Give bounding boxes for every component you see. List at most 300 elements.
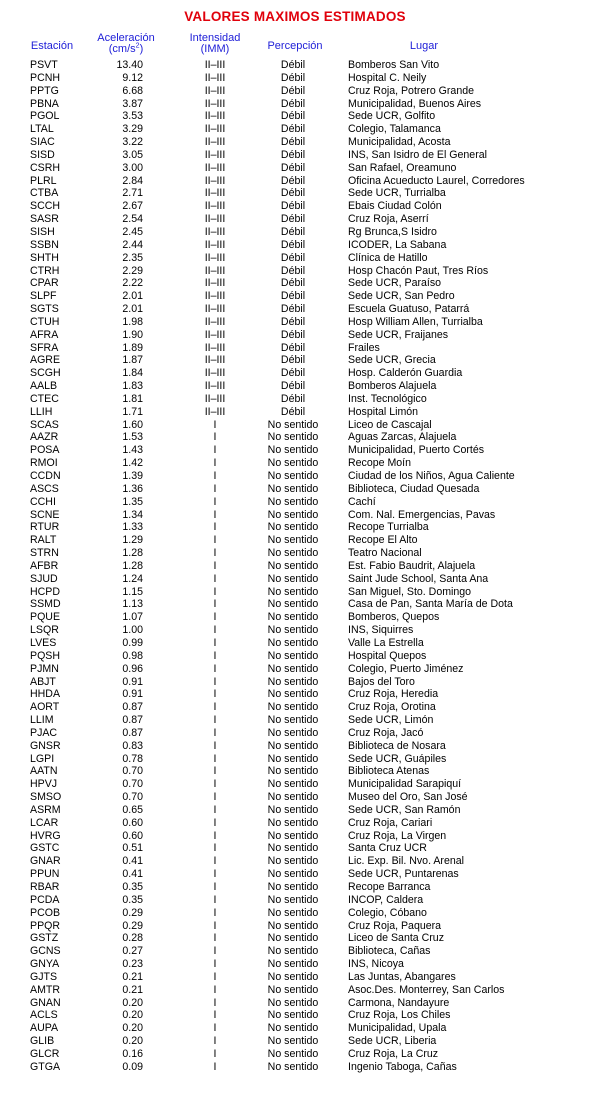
intensity-value: I xyxy=(213,868,217,881)
station-code: SIAC xyxy=(30,136,55,149)
location-name: Saint Jude School, Santa Ana xyxy=(348,572,489,585)
acceleration-value: 1.83 xyxy=(122,380,143,393)
intensity-value: II–III xyxy=(204,200,226,213)
acceleration-value: 0.98 xyxy=(122,649,143,662)
station-code: STRN xyxy=(30,547,59,560)
station-code: GSTZ xyxy=(30,932,59,945)
location-name: Cachí xyxy=(348,495,376,508)
location-name: Aguas Zarcas, Alajuela xyxy=(348,431,457,444)
perception-value: No sentido xyxy=(267,1047,319,1060)
intensity-value: II–III xyxy=(204,174,226,187)
intensity-value: II–III xyxy=(204,290,226,303)
location-name: Hospital C. Neily xyxy=(348,71,427,84)
table-row xyxy=(0,817,590,830)
table-row xyxy=(0,663,590,676)
station-code: CTUH xyxy=(30,315,60,328)
header-estacion: Estación xyxy=(30,40,74,52)
perception-value: No sentido xyxy=(267,482,319,495)
perception-value: No sentido xyxy=(267,662,319,675)
data-table-body xyxy=(0,59,590,1074)
perception-value: No sentido xyxy=(267,688,319,701)
table-row xyxy=(0,650,590,663)
header-percepcion: Percepción xyxy=(267,40,323,52)
intensity-value: I xyxy=(213,970,217,983)
perception-value: No sentido xyxy=(267,932,319,945)
intensity-value: II–III xyxy=(204,303,226,316)
station-code: ASRM xyxy=(30,803,61,816)
location-name: Sede UCR, Puntarenas xyxy=(348,868,459,881)
perception-value: No sentido xyxy=(267,1022,319,1035)
table-row xyxy=(0,509,590,522)
acceleration-value: 2.22 xyxy=(122,277,143,290)
station-code: LSQR xyxy=(30,624,59,637)
intensity-value: I xyxy=(213,893,217,906)
table-row xyxy=(0,406,590,419)
table-row xyxy=(0,997,590,1010)
station-code: CCHI xyxy=(30,495,56,508)
acceleration-value: 0.60 xyxy=(122,816,143,829)
header-intensidad-scale: (IMM) xyxy=(200,43,230,55)
intensity-value: II–III xyxy=(204,315,226,328)
acceleration-value: 1.71 xyxy=(122,405,143,418)
intensity-value: I xyxy=(213,662,217,675)
acceleration-value: 2.45 xyxy=(122,225,143,238)
intensity-value: II–III xyxy=(204,110,226,123)
location-name: Casa de Pan, Santa María de Dota xyxy=(348,598,513,611)
perception-value: No sentido xyxy=(267,508,319,521)
intensity-value: I xyxy=(213,418,217,431)
intensity-value: I xyxy=(213,636,217,649)
location-name: INS, Nicoya xyxy=(348,958,404,971)
location-name: Municipalidad, Buenos Aires xyxy=(348,97,482,110)
intensity-value: I xyxy=(213,675,217,688)
intensity-value: I xyxy=(213,457,217,470)
acceleration-value: 1.33 xyxy=(122,521,143,534)
location-name: Bajos del Toro xyxy=(348,675,415,688)
station-code: PLRL xyxy=(30,174,57,187)
perception-value: Débil xyxy=(280,71,306,84)
station-code: GNAR xyxy=(30,855,61,868)
perception-value: Débil xyxy=(280,303,306,316)
table-row xyxy=(0,187,590,200)
acceleration-value: 1.90 xyxy=(122,328,143,341)
table-row xyxy=(0,714,590,727)
station-code: PPUN xyxy=(30,868,60,881)
table-row xyxy=(0,534,590,547)
perception-value: Débil xyxy=(280,200,306,213)
perception-value: No sentido xyxy=(267,418,319,431)
table-row xyxy=(0,611,590,624)
station-code: SCNE xyxy=(30,508,60,521)
acceleration-value: 13.40 xyxy=(116,59,143,71)
intensity-value: I xyxy=(213,508,217,521)
header-aceleracion-label: Aceleración xyxy=(97,32,155,44)
perception-value: Débil xyxy=(280,328,306,341)
header-aceleracion xyxy=(88,33,164,55)
acceleration-value: 0.41 xyxy=(122,868,143,881)
header-aceleracion-unit xyxy=(88,44,164,55)
location-name: Municipalidad, Puerto Cortés xyxy=(348,444,485,457)
station-code: RTUR xyxy=(30,521,60,534)
intensity-value: II–III xyxy=(204,213,226,226)
table-row xyxy=(0,252,590,265)
intensity-value: I xyxy=(213,534,217,547)
station-code: PCDA xyxy=(30,893,60,906)
acceleration-value: 0.70 xyxy=(122,765,143,778)
station-code: AGRE xyxy=(30,354,61,367)
station-code: CTEC xyxy=(30,392,59,405)
location-name: Sede UCR, Golfito xyxy=(348,110,436,123)
table-row xyxy=(0,765,590,778)
acceleration-value: 1.81 xyxy=(122,392,143,405)
document-title: VALORES MAXIMOS ESTIMADOS xyxy=(184,9,406,24)
acceleration-value: 1.15 xyxy=(122,585,143,598)
perception-value: Débil xyxy=(280,392,306,405)
station-code: AATN xyxy=(30,765,58,778)
intensity-value: I xyxy=(213,431,217,444)
table-row xyxy=(0,1048,590,1061)
location-name: Municipalidad, Acosta xyxy=(348,136,451,149)
acceleration-value: 1.84 xyxy=(122,367,143,380)
location-name: Ebais Ciudad Colón xyxy=(348,200,442,213)
station-code: PPQR xyxy=(30,919,61,932)
location-name: Hosp Chacón Paut, Tres Ríos xyxy=(348,264,489,277)
acceleration-value: 0.51 xyxy=(122,842,143,855)
acceleration-value: 1.39 xyxy=(122,470,143,482)
location-name: Cruz Roja, La Virgen xyxy=(348,829,447,842)
intensity-value: I xyxy=(213,752,217,765)
perception-value: Débil xyxy=(280,213,306,226)
intensity-value: I xyxy=(213,701,217,714)
station-code: GNSR xyxy=(30,739,61,752)
table-row xyxy=(0,162,590,175)
acceleration-value: 3.29 xyxy=(122,123,143,136)
table-row xyxy=(0,894,590,907)
station-code: CTBA xyxy=(30,187,59,200)
table-row xyxy=(0,470,590,483)
acceleration-value: 1.07 xyxy=(122,611,143,624)
acceleration-value: 1.13 xyxy=(122,598,143,611)
location-name: Sede UCR, Liberia xyxy=(348,1035,437,1048)
acceleration-value: 0.70 xyxy=(122,778,143,791)
location-name: Inst. Tecnológico xyxy=(348,392,427,405)
intensity-value: I xyxy=(213,996,217,1009)
perception-value: No sentido xyxy=(267,611,319,624)
table-row xyxy=(0,123,590,136)
station-code: SFRA xyxy=(30,341,59,354)
table-row xyxy=(0,624,590,637)
perception-value: No sentido xyxy=(267,945,319,958)
station-code: HCPD xyxy=(30,585,61,598)
station-code: SGTS xyxy=(30,303,59,316)
table-row xyxy=(0,945,590,958)
intensity-value: II–III xyxy=(204,71,226,84)
station-code: PJAC xyxy=(30,726,58,739)
table-row xyxy=(0,740,590,753)
table-row xyxy=(0,175,590,188)
intensity-value: I xyxy=(213,547,217,560)
acceleration-value: 0.78 xyxy=(122,752,143,765)
intensity-value: I xyxy=(213,983,217,996)
intensity-value: I xyxy=(213,855,217,868)
intensity-value: I xyxy=(213,726,217,739)
acceleration-value: 0.87 xyxy=(122,714,143,727)
intensity-value: II–III xyxy=(204,392,226,405)
station-code: GTGA xyxy=(30,1060,61,1073)
perception-value: Débil xyxy=(280,264,306,277)
intensity-value: I xyxy=(213,611,217,624)
acceleration-value: 0.09 xyxy=(122,1060,143,1073)
perception-value: No sentido xyxy=(267,701,319,714)
location-name: Colegio, Talamanca xyxy=(348,123,441,136)
intensity-value: II–III xyxy=(204,161,226,174)
table-row xyxy=(0,290,590,303)
table-row xyxy=(0,85,590,98)
perception-value: No sentido xyxy=(267,559,319,572)
acceleration-value: 1.60 xyxy=(122,418,143,431)
station-code: PBNA xyxy=(30,97,59,110)
acceleration-value: 2.67 xyxy=(122,200,143,213)
location-name: Com. Nal. Emergencias, Pavas xyxy=(348,508,496,521)
perception-value: Débil xyxy=(280,161,306,174)
acceleration-value: 0.35 xyxy=(122,881,143,893)
station-code: AALB xyxy=(30,380,58,393)
location-name: Biblioteca Atenas xyxy=(348,765,430,778)
station-code: AORT xyxy=(30,701,60,714)
intensity-value: I xyxy=(213,572,217,585)
location-name: Sede UCR, Turrialba xyxy=(348,187,446,200)
location-name: Frailes xyxy=(348,341,380,354)
acceleration-value: 0.91 xyxy=(122,675,143,688)
location-name: Hospital Limón xyxy=(348,405,419,418)
perception-value: Débil xyxy=(280,136,306,149)
acceleration-value: 0.20 xyxy=(122,1009,143,1022)
table-row xyxy=(0,586,590,599)
table-row xyxy=(0,457,590,470)
intensity-value: II–III xyxy=(204,341,226,354)
acceleration-value: 0.91 xyxy=(122,688,143,701)
acceleration-value: 2.29 xyxy=(122,264,143,277)
acceleration-value: 2.35 xyxy=(122,251,143,264)
station-code: AFBR xyxy=(30,559,59,572)
station-code: SMSO xyxy=(30,791,62,804)
perception-value: No sentido xyxy=(267,675,319,688)
intensity-value: I xyxy=(213,778,217,791)
intensity-value: II–III xyxy=(204,136,226,149)
intensity-value: I xyxy=(213,688,217,701)
station-code: SCGH xyxy=(30,367,61,380)
acceleration-value: 6.68 xyxy=(122,84,143,97)
intensity-value: II–III xyxy=(204,238,226,251)
table-row xyxy=(0,110,590,123)
table-row xyxy=(0,688,590,701)
header-lugar: Lugar xyxy=(409,40,439,52)
intensity-value: I xyxy=(213,624,217,637)
location-name: Oficina Acueducto Laurel, Corredores xyxy=(348,174,525,187)
location-name: Colegio, Cóbano xyxy=(348,906,427,919)
perception-value: No sentido xyxy=(267,521,319,534)
acceleration-value: 1.42 xyxy=(122,457,143,470)
station-code: POSA xyxy=(30,444,60,457)
perception-value: Débil xyxy=(280,174,306,187)
intensity-value: I xyxy=(213,649,217,662)
table-row xyxy=(0,547,590,560)
intensity-value: II–III xyxy=(204,225,226,238)
location-name: Recope El Alto xyxy=(348,534,418,547)
table-row xyxy=(0,791,590,804)
intensity-value: I xyxy=(213,803,217,816)
intensity-value: II–III xyxy=(204,380,226,393)
intensity-value: I xyxy=(213,470,217,482)
table-row xyxy=(0,727,590,740)
station-code: LVES xyxy=(30,636,57,649)
intensity-value: I xyxy=(213,765,217,778)
station-code: HVRG xyxy=(30,829,61,842)
acceleration-value: 0.16 xyxy=(122,1047,143,1060)
intensity-value: I xyxy=(213,919,217,932)
station-code: PCOB xyxy=(30,906,61,919)
acceleration-value: 0.35 xyxy=(122,893,143,906)
acceleration-value: 9.12 xyxy=(122,71,143,84)
table-row xyxy=(0,830,590,843)
station-code: SASR xyxy=(30,213,59,226)
perception-value: No sentido xyxy=(267,598,319,611)
station-code: LLIH xyxy=(30,405,53,418)
table-row xyxy=(0,72,590,85)
header-intensidad xyxy=(180,33,250,55)
table-row xyxy=(0,277,590,290)
perception-value: Débil xyxy=(280,251,306,264)
intensity-value: I xyxy=(213,714,217,727)
acceleration-value: 0.27 xyxy=(122,945,143,958)
perception-value: No sentido xyxy=(267,714,319,727)
location-name: Sede UCR, Grecia xyxy=(348,354,436,367)
acceleration-value: 0.70 xyxy=(122,791,143,804)
acceleration-value: 2.01 xyxy=(122,303,143,316)
intensity-value: II–III xyxy=(204,328,226,341)
intensity-value: I xyxy=(213,598,217,611)
perception-value: Débil xyxy=(280,290,306,303)
location-name: Teatro Nacional xyxy=(348,547,422,560)
perception-value: Débil xyxy=(280,123,306,136)
perception-value: No sentido xyxy=(267,855,319,868)
acceleration-value: 2.84 xyxy=(122,174,143,187)
location-name: Sede UCR, Paraíso xyxy=(348,277,442,290)
location-name: Biblioteca, Ciudad Quesada xyxy=(348,482,480,495)
acceleration-value: 1.28 xyxy=(122,547,143,560)
station-code: ASCS xyxy=(30,482,59,495)
location-name: INCOP, Caldera xyxy=(348,893,424,906)
acceleration-value: 0.20 xyxy=(122,1022,143,1035)
intensity-value: I xyxy=(213,945,217,958)
location-name: Museo del Oro, San José xyxy=(348,791,468,804)
perception-value: No sentido xyxy=(267,1060,319,1073)
perception-value: No sentido xyxy=(267,816,319,829)
table-row xyxy=(0,971,590,984)
location-name: Hospital Quepos xyxy=(348,649,427,662)
table-row xyxy=(0,393,590,406)
perception-value: No sentido xyxy=(267,1035,319,1048)
acceleration-value: 0.29 xyxy=(122,906,143,919)
acceleration-value: 2.54 xyxy=(122,213,143,226)
table-row xyxy=(0,1035,590,1048)
location-name: Municipalidad, Upala xyxy=(348,1022,447,1035)
unit-suffix: ) xyxy=(139,43,144,55)
location-name: Las Juntas, Abangares xyxy=(348,970,456,983)
perception-value: No sentido xyxy=(267,572,319,585)
location-name: Rg Brunca,S Isidro xyxy=(348,225,437,238)
acceleration-value: 1.34 xyxy=(122,508,143,521)
table-row xyxy=(0,265,590,278)
station-code: SCCH xyxy=(30,200,61,213)
acceleration-value: 2.71 xyxy=(122,187,143,200)
location-name: Ciudad de los Niños, Agua Caliente xyxy=(348,470,515,482)
acceleration-value: 0.96 xyxy=(122,662,143,675)
location-name: Cruz Roja, Los Chiles xyxy=(348,1009,451,1022)
perception-value: No sentido xyxy=(267,919,319,932)
table-row xyxy=(0,560,590,573)
perception-value: Débil xyxy=(280,277,306,290)
intensity-value: II–III xyxy=(204,251,226,264)
intensity-value: II–III xyxy=(204,187,226,200)
acceleration-value: 1.36 xyxy=(122,482,143,495)
table-row xyxy=(0,59,590,72)
station-code: LCAR xyxy=(30,816,59,829)
station-code: GNAN xyxy=(30,996,61,1009)
station-code: RALT xyxy=(30,534,57,547)
location-name: INS, San Isidro de El General xyxy=(348,148,487,161)
location-name: Hosp. Calderón Guardia xyxy=(348,367,463,380)
intensity-value: I xyxy=(213,829,217,842)
acceleration-value: 0.20 xyxy=(122,1035,143,1048)
table-row xyxy=(0,842,590,855)
location-name: Cruz Roja, Heredia xyxy=(348,688,439,701)
location-name: Bomberos San Vito xyxy=(348,59,440,71)
intensity-value: I xyxy=(213,1047,217,1060)
table-row xyxy=(0,419,590,432)
intensity-value: I xyxy=(213,521,217,534)
acceleration-value: 0.99 xyxy=(122,636,143,649)
location-name: Recope Barranca xyxy=(348,881,431,893)
table-row xyxy=(0,329,590,342)
table-row xyxy=(0,136,590,149)
intensity-value: I xyxy=(213,585,217,598)
intensity-value: II–III xyxy=(204,277,226,290)
perception-value: Débil xyxy=(280,341,306,354)
perception-value: No sentido xyxy=(267,470,319,482)
table-row xyxy=(0,1022,590,1035)
acceleration-value: 0.60 xyxy=(122,829,143,842)
perception-value: Débil xyxy=(280,59,306,71)
location-name: Hosp William Allen, Turrialba xyxy=(348,315,483,328)
location-name: Biblioteca de Nosara xyxy=(348,739,446,752)
intensity-value: I xyxy=(213,816,217,829)
acceleration-value: 0.41 xyxy=(122,855,143,868)
acceleration-value: 3.53 xyxy=(122,110,143,123)
perception-value: No sentido xyxy=(267,958,319,971)
perception-value: No sentido xyxy=(267,893,319,906)
perception-value: Débil xyxy=(280,315,306,328)
perception-value: Débil xyxy=(280,110,306,123)
location-name: Cruz Roja, Orotina xyxy=(348,701,436,714)
acceleration-value: 1.35 xyxy=(122,495,143,508)
perception-value: No sentido xyxy=(267,585,319,598)
station-code: SHTH xyxy=(30,251,59,264)
location-name: Colegio, Puerto Jiménez xyxy=(348,662,464,675)
station-code: PCNH xyxy=(30,71,61,84)
location-name: Liceo de Santa Cruz xyxy=(348,932,444,945)
acceleration-value: 1.53 xyxy=(122,431,143,444)
